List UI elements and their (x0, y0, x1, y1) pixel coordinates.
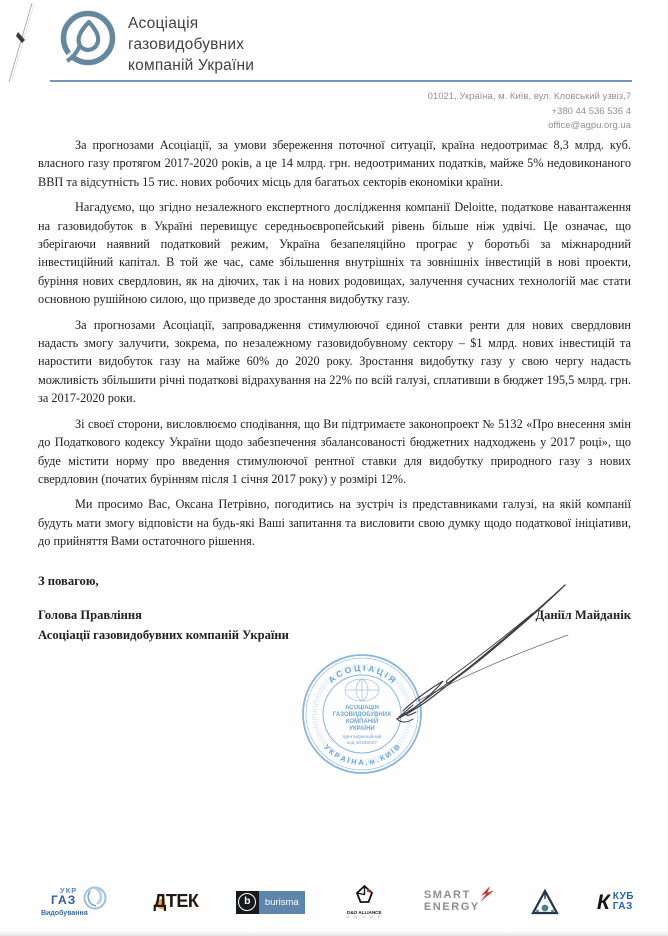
paragraph: За прогнозами Асоціації, за умови збереження поточної ситуації, країна недоотримає 8,3 млрд. куб. власного газу протягом 2017-2020 років, а це 14 млрд. грн. недоотриманих податків, майже 5% недовиконаного ВВП та відсутність 15 тис. нових робочих місць для багатьох секторів економіки країни. (38, 138, 631, 189)
ukrgaz-word-ukr: УКР (60, 886, 78, 895)
logo-ukrgazvydobuvannya (40, 885, 116, 919)
signer-name: Даніїл Майданік (535, 607, 631, 622)
org-name (128, 13, 254, 76)
smart-energy-line2: ENERGY (423, 900, 480, 913)
stamp-arc-top-text: А С О Ц І А Ц І Я (326, 662, 398, 685)
burisma-b-letter: b (238, 893, 256, 911)
stamp-id-line2: код 40166027 (346, 741, 378, 746)
paragraph: За прогнозами Асоціації, запровадження стимулюючої єдиної ставки ренти для нових свердловин надасть змогу залучити, зокрема, по незалежному газовидобувному сектору – $1 млрд. нових інвестицій та наростити видобуток газу на майже 60% до 2020 року. Зростання видобутку газу у свою чергу надасть можливість збільшити річні податкові відрахування на 22% по всій галузі, сплативши в бюджет 195,5 млрд. грн. за 2017-2020 роки. (38, 317, 631, 406)
dtek-wordmark: ДТЕК (153, 891, 199, 911)
stamp-line: УКРАЇНИ (349, 726, 375, 732)
contact-phone: +380 44 536 536 4 (551, 105, 631, 117)
contact-email: office@agpu.org.ua (548, 120, 631, 131)
smart-energy-line1: SMART (423, 888, 471, 901)
do-alliance-wordmark: D&O ALLIANCE (347, 910, 382, 915)
stamp-globe-icon (345, 679, 379, 701)
paragraph: Ми просимо Вас, Оксана Петрівно, погодитись на зустріч із представниками галузі, на якій компанії будуть мати змогу відповісти на будь-які Ваші запитання та висловити свою думку щодо податкової ініціативи, до прийняття Вами остаточного рішення. (38, 497, 631, 549)
kubgaz-k-icon: К (596, 890, 610, 914)
scan-bottom-edge (0, 931, 668, 936)
logo-dtek (154, 891, 199, 913)
stamp-line: АСОЦІАЦІЯ (345, 705, 379, 711)
signer-title-line2: Асоціації газовидобувних компаній України (38, 627, 289, 642)
contact-address: 01021, Україна, м. Київ, вул. Кловський узвіз,7 (427, 91, 631, 102)
signer-title-line1: Голова Правління (38, 607, 142, 622)
stamp-arc-bottom-text: У К Р А Ї Н А , м . К И Ї В (322, 742, 402, 768)
burisma-b-icon (236, 891, 259, 914)
ukrgaz-swirl-icon (82, 885, 108, 911)
logo-smart-energy (424, 889, 494, 916)
signer-title (38, 605, 289, 645)
org-name-line: компаній України (128, 57, 255, 74)
stamp-id-line1: Ідентифікаційний (342, 735, 382, 740)
contact-block (428, 90, 631, 134)
logo-burisma (236, 891, 305, 914)
letterhead-divider (50, 80, 632, 82)
paragraph: Нагадуємо, що згідно незалежного експертного дослідження компанії Deloitte, податкове навантаження на газовидобуток в Україні перевищує середньоєвропейський рівень більше ніж удвічі. Це означає, що зберігаючи наявний податковий режим, Україна безапеляційно програє у боротьбі за міжнародний інвестиційний капітал. В той же час, саме збільшення внутрішніх та зовнішніх інвестицій в нові проекти, буріння нових свердловин, як на діючих, так і на нових родовищах, залучення сучасних технологій має стати основною рушійною силою, що призведе до зростання видобутку газу. (38, 200, 631, 307)
do-alliance-knot-icon (355, 885, 374, 904)
letter-body (38, 136, 631, 645)
member-logos-strip (40, 882, 634, 922)
paragraph: Зі своєї сторони, висловлюємо сподівання, що Ви підтримаєте законопроект № 5132 «Про внесення змін до Податкового кодексу України щодо забезпечення збалансованості бюджетних надходжень у 2017 році», що буде містити норму про введення стимулюючої рентної ставки для видобутку природного газу з нових свердловин (початих бурінням після 1 січня 2017 року) у розмірі 12%. (38, 416, 631, 486)
closing-salutation: З повагою, (38, 573, 99, 588)
stamp-line: КОМПАНІЙ (345, 719, 379, 725)
logo-do-alliance (342, 885, 386, 919)
handwritten-signature (383, 573, 583, 733)
smart-energy-s-icon (479, 886, 496, 905)
derrick-triangle-icon (531, 888, 559, 916)
pen-scratch-mark (2, 0, 42, 90)
logo-triangle-rig (531, 888, 559, 916)
kubgaz-line1: КУБ (612, 891, 634, 902)
org-name-line: Асоціація (128, 15, 199, 32)
ukrgaz-word-gaz: ГАЗ (51, 893, 77, 907)
do-alliance-group-text: G R O U P (346, 915, 383, 919)
association-flame-logo-icon (59, 9, 117, 67)
ukrgaz-word-vydobuvannya: Видобування (41, 910, 88, 917)
burisma-wordmark: burisma (259, 891, 305, 914)
logo-kub-gaz (597, 892, 634, 913)
org-name-line: газовидобувних (128, 36, 245, 53)
kubgaz-line2: ГАЗ (612, 901, 633, 912)
stamp-line: ГАЗОВИДОБУВНИХ (332, 712, 392, 718)
